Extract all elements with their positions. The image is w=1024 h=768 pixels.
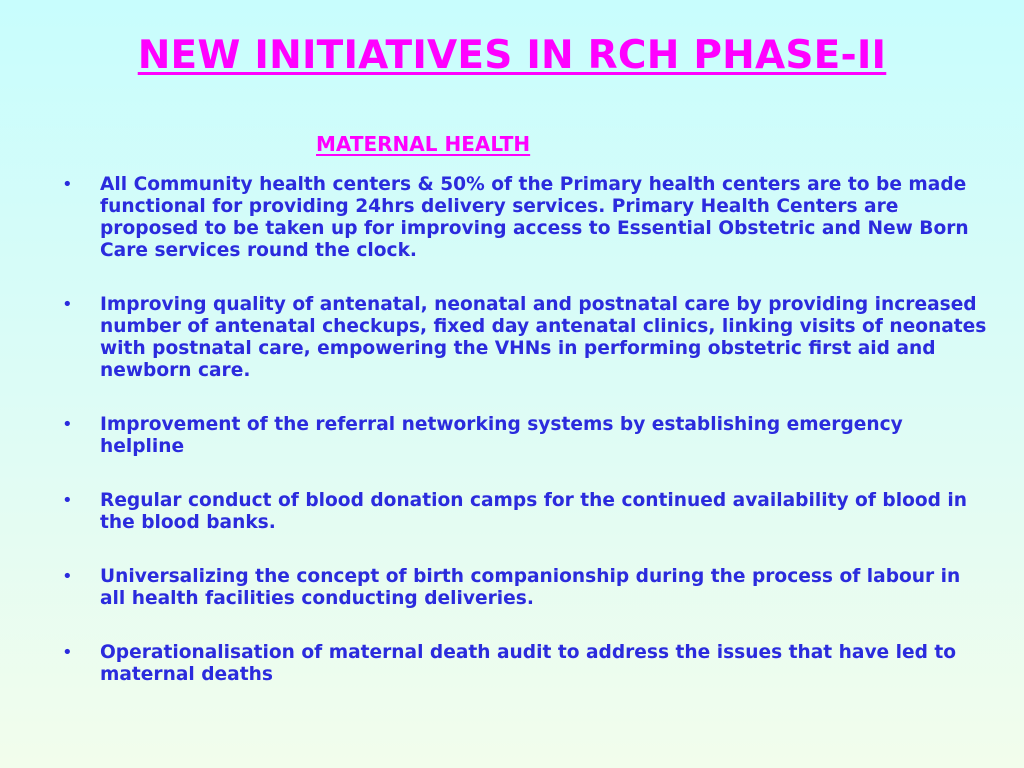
bullet-icon: • [62, 490, 73, 511]
bullet-icon: • [62, 414, 73, 435]
bullet-icon: • [62, 294, 73, 315]
bullet-item [60, 294, 990, 382]
bullet-icon: • [62, 174, 73, 195]
section-subtitle: MATERNAL HEALTH [316, 132, 531, 156]
bullet-item [60, 642, 990, 686]
bullet-icon: • [62, 566, 73, 587]
slide-title: NEW INITIATIVES IN RCH PHASE-II [137, 33, 887, 78]
bullet-text: Universalizing the concept of birth companionship during the process of labour in all health facilities conducting deliveries. [100, 566, 961, 609]
bullet-item [60, 174, 990, 262]
bullet-text: Regular conduct of blood donation camps for the continued availability of blood in the blood banks. [100, 490, 968, 533]
bullet-item [60, 566, 990, 610]
bullet-text: All Community health centers & 50% of the Primary health centers are to be made functional for providing 24hrs delivery services. Primary Health Centers are proposed to be taken up for improving access to Essential Obstetric and New Born Care services round the clock. [100, 174, 969, 261]
bullet-list [60, 174, 990, 718]
bullet-item [60, 414, 990, 458]
bullet-icon: • [62, 642, 73, 663]
bullet-text: Operationalisation of maternal death audit to address the issues that have led to maternal deaths [100, 642, 957, 685]
bullet-text: Improvement of the referral networking systems by establishing emergency helpline [100, 414, 903, 457]
bullet-text: Improving quality of antenatal, neonatal and postnatal care by providing increased number of antenatal checkups, fixed day antenatal clinics, linking visits of neonates with postnatal care, empowering the VHNs in performing obstetric first aid and newborn care. [100, 294, 987, 381]
bullet-item [60, 490, 990, 534]
